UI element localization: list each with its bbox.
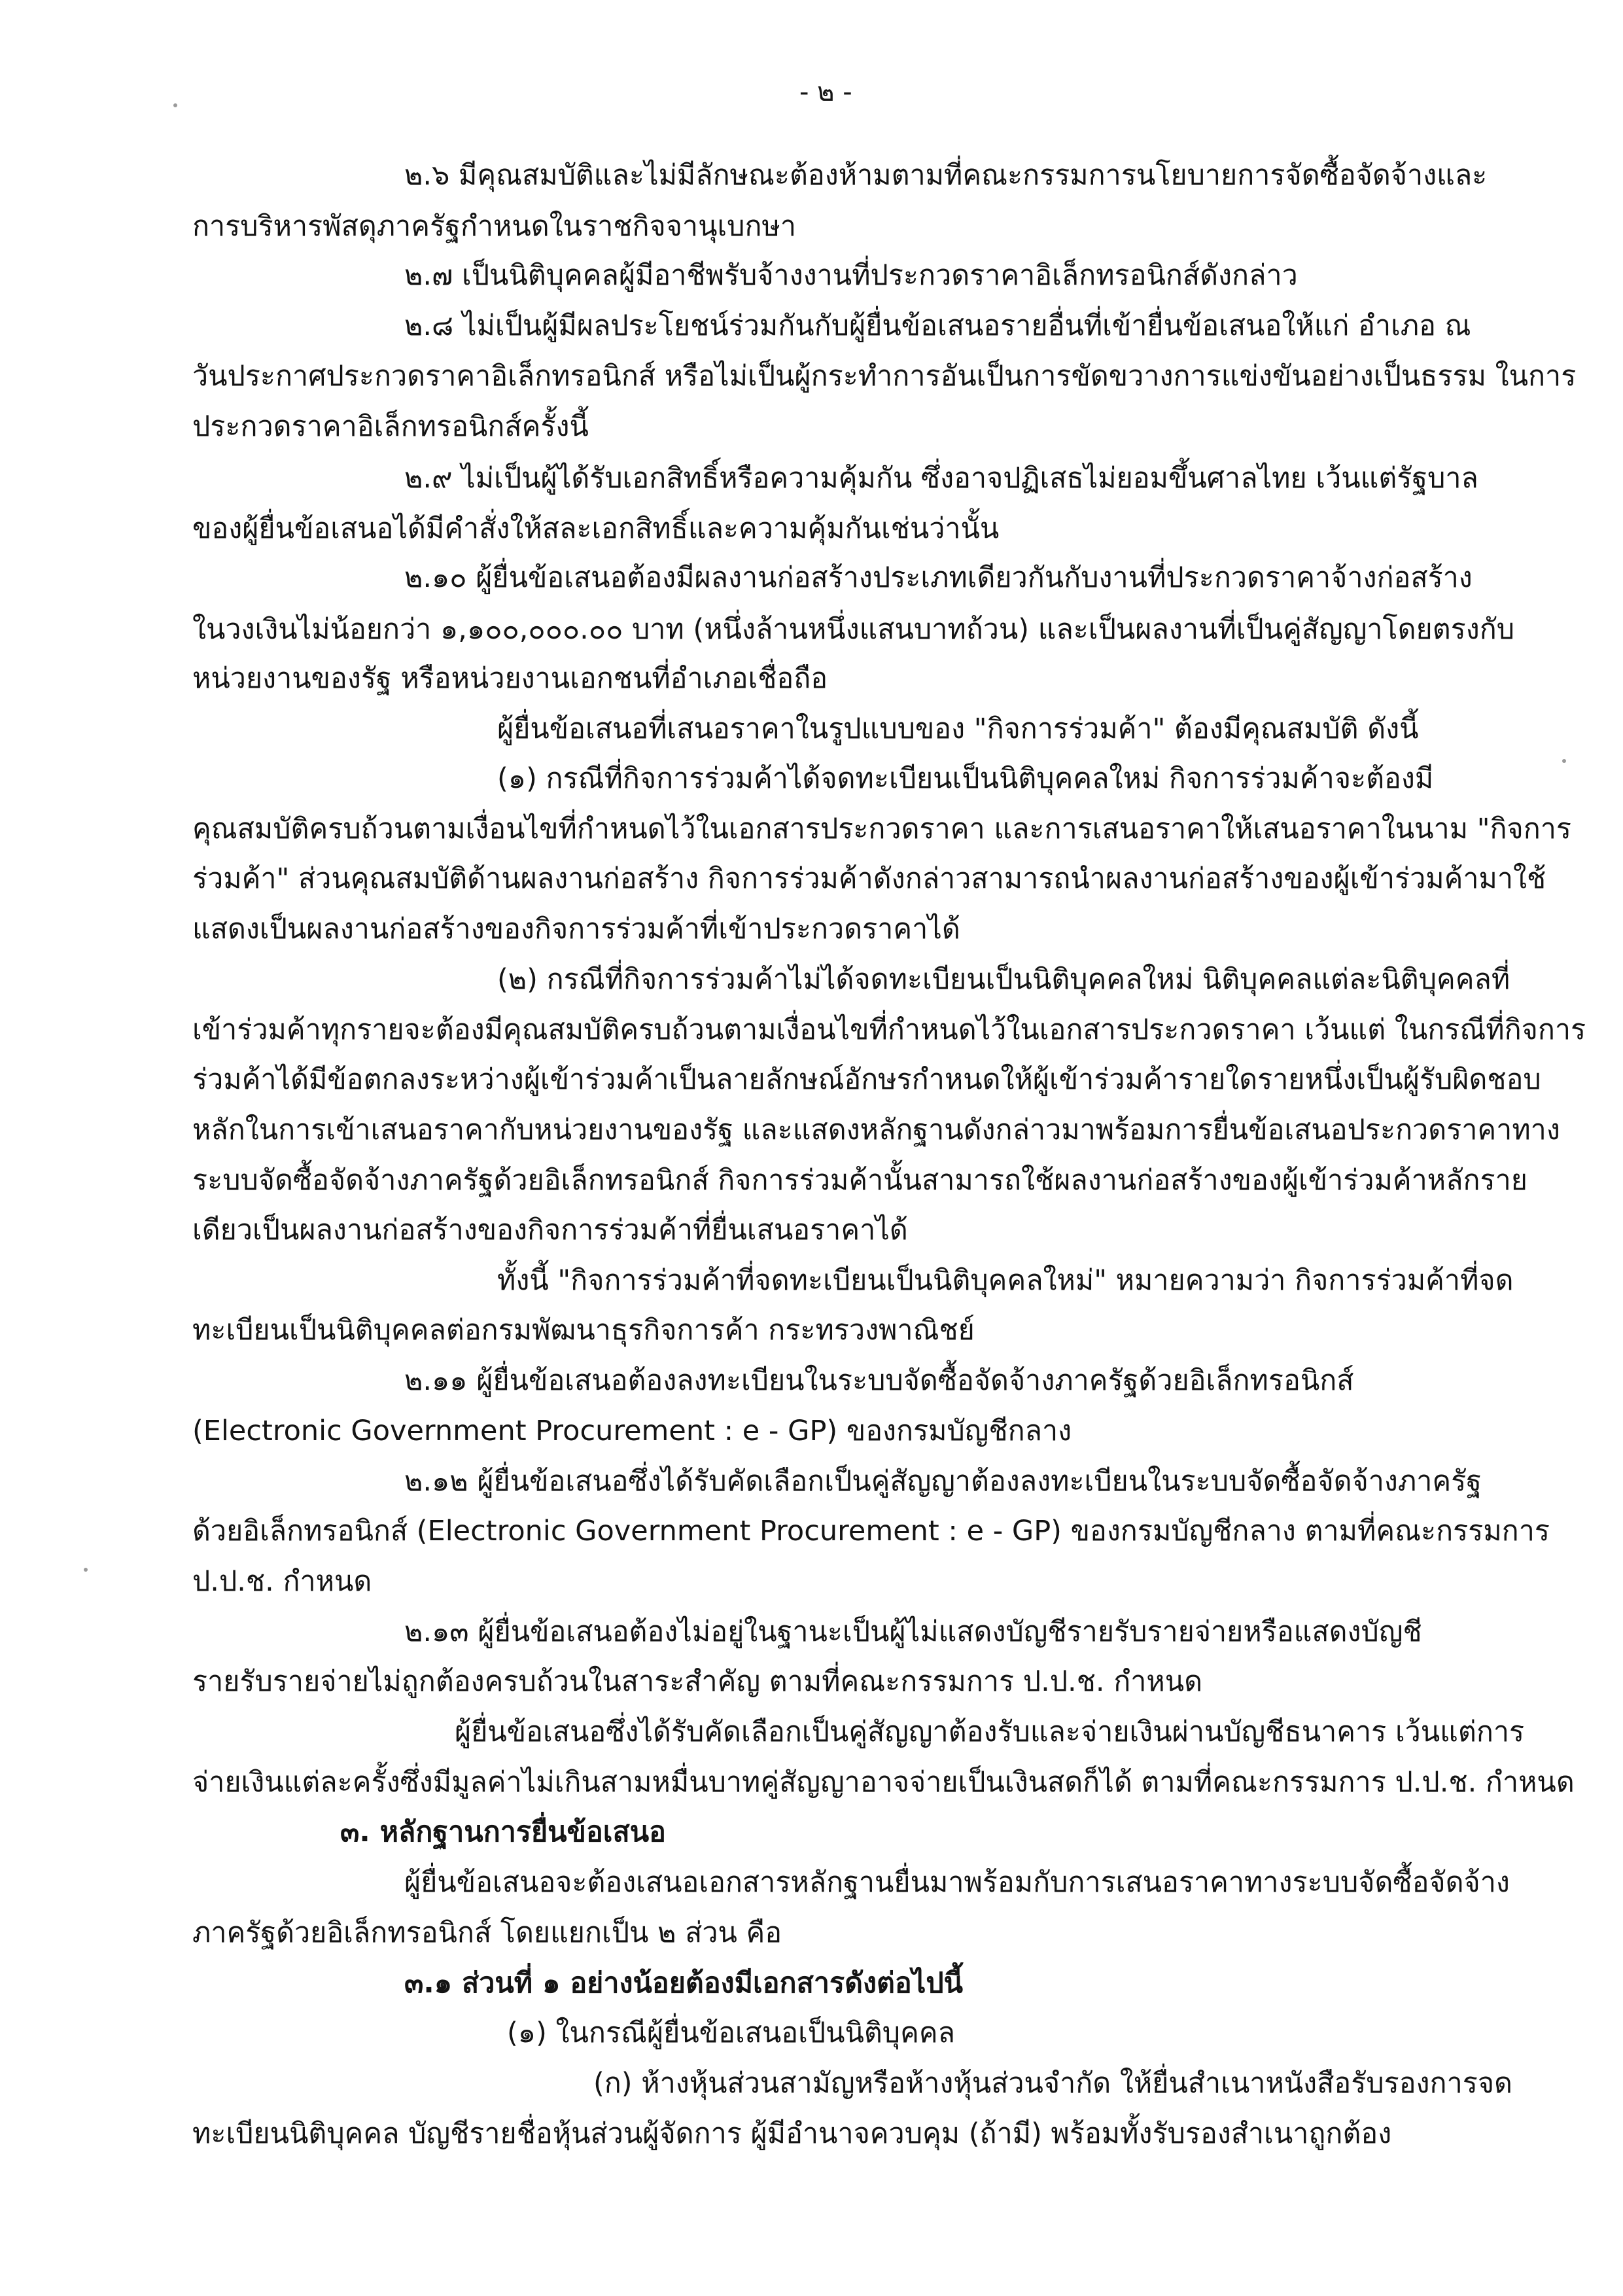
line-2-8-cont2: ประกวดราคาอิเล็กทรอนิกส์ครั้งนี้ — [192, 410, 589, 443]
line-jv-item-2-cont2: ร่วมค้าได้มีข้อตกลงระหว่างผู้เข้าร่วมค้าเป็นลายลักษณ์อักษรกำหนดให้ผู้เข้าร่วมค้ารายใดรายหนึ่งเป็นผู้รับผิดชอบ — [192, 1063, 1541, 1096]
line-3-1-item-1: (๑) ในกรณีผู้ยื่นข้อเสนอเป็นนิติบุคคล — [507, 2017, 955, 2049]
line-2-8-cont1: วันประกาศประกวดราคาอิเล็กทรอนิกส์ หรือไม่เป็นผู้กระทำการอันเป็นการขัดขวางการแข่งขันอย่างเป็นธรรม ในการ — [192, 360, 1577, 393]
line-section-3-intro: ผู้ยื่นข้อเสนอจะต้องเสนอเอกสารหลักฐานยื่นมาพร้อมกับการเสนอราคาทางระบบจัดซื้อจัดจ้าง — [404, 1866, 1510, 1899]
line-2-7: ๒.๗ เป็นนิติบุคคลผู้มีอาชีพรับจ้างงานที่ประกวดราคาอิเล็กทรอนิกส์ดังกล่าว — [404, 259, 1298, 292]
line-2-12-cont1: ด้วยอิเล็กทรอนิกส์ (Electronic Government Procurement : e - GP) ของกรมบัญชีกลาง ตามที่คณะกรรมการ — [192, 1515, 1550, 1547]
line-bank-account: ผู้ยื่นข้อเสนอซึ่งได้รับคัดเลือกเป็นคู่สัญญาต้องรับและจ่ายเงินผ่านบัญชีธนาคาร เว้นแต่การ — [455, 1716, 1525, 1748]
line-2-11-cont: (Electronic Government Procurement : e - GP) ของกรมบัญชีกลาง — [192, 1415, 1072, 1447]
line-2-6: ๒.๖ มีคุณสมบัติและไม่มีลักษณะต้องห้ามตามที่คณะกรรมการนโยบายการจัดซื้อจัดจ้างและ — [404, 159, 1488, 192]
line-jv-item-2-cont5: เดียวเป็นผลงานก่อสร้างของกิจการร่วมค้าที่ยื่นเสนอราคาได้ — [192, 1214, 908, 1246]
scan-speck — [84, 1568, 88, 1572]
line-2-8: ๒.๘ ไม่เป็นผู้มีผลประโยชน์ร่วมกันกับผู้ยื่นข้อเสนอรายอื่นที่เข้ายื่นข้อเสนอให้แก่ อำเภอ ณ — [404, 309, 1471, 342]
line-3-1-item-1-a-cont: ทะเบียนนิติบุคคล บัญชีรายชื่อหุ้นส่วนผู้จัดการ ผู้มีอำนาจควบคุม (ถ้ามี) พร้อมทั้งรับรองสำเนาถูกต้อง — [192, 2117, 1392, 2150]
line-2-13-cont: รายรับรายจ่ายไม่ถูกต้องครบถ้วนในสาระสำคัญ ตามที่คณะกรรมการ ป.ป.ช. กำหนด — [192, 1665, 1203, 1698]
line-2-12: ๒.๑๒ ผู้ยื่นข้อเสนอซึ่งได้รับคัดเลือกเป็นคู่สัญญาต้องลงทะเบียนในระบบจัดซื้อจัดจ้างภาครัฐ — [404, 1465, 1482, 1498]
line-jv-item-1-cont1: คุณสมบัติครบถ้วนตามเงื่อนไขที่กำหนดไว้ในเอกสารประกวดราคา และการเสนอราคาให้เสนอราคาในนาม "กิจการ — [192, 813, 1571, 845]
line-jv-item-2-cont4: ระบบจัดซื้อจัดจ้างภาครัฐด้วยอิเล็กทรอนิกส์ กิจการร่วมค้านั้นสามารถใช้ผลงานก่อสร้างของผู้เข้าร่วมค้าหลักราย — [192, 1164, 1527, 1197]
section-3-1-heading: ๓.๑ ส่วนที่ ๑ อย่างน้อยต้องมีเอกสารดังต่อไปนี้ — [404, 1967, 964, 2000]
scan-speck — [173, 103, 177, 107]
line-jv-item-2-cont3: หลักในการเข้าเสนอราคากับหน่วยงานของรัฐ และแสดงหลักฐานดังกล่าวมาพร้อมการยื่นข้อเสนอประกวดราคาทาง — [192, 1114, 1560, 1146]
line-section-3-intro-cont: ภาครัฐด้วยอิเล็กทรอนิกส์ โดยแยกเป็น ๒ ส่วน คือ — [192, 1916, 782, 1949]
line-2-10-cont1: ในวงเงินไม่น้อยกว่า ๑,๑๐๐,๐๐๐.๐๐ บาท (หนึ่งล้านหนึ่งแสนบาทถ้วน) และเป็นผลงานที่เป็นคู่สัญญาโดยตรงกับ — [192, 613, 1515, 646]
line-3-1-item-1-a: (ก) ห้างหุ้นส่วนสามัญหรือห้างหุ้นส่วนจำกัด ให้ยื่นสำเนาหนังสือรับรองการจด — [593, 2067, 1512, 2100]
line-jv-item-2: (๒) กรณีที่กิจการร่วมค้าไม่ได้จดทะเบียนเป็นนิติบุคคลใหม่ นิติบุคคลแต่ละนิติบุคคลที่ — [497, 963, 1510, 996]
line-2-11: ๒.๑๑ ผู้ยื่นข้อเสนอต้องลงทะเบียนในระบบจัดซื้อจัดจ้างภาครัฐด้วยอิเล็กทรอนิกส์ — [404, 1364, 1354, 1397]
page-number: - ๒ - — [799, 77, 852, 107]
line-joint-venture-intro: ผู้ยื่นข้อเสนอที่เสนอราคาในรูปแบบของ "กิจการร่วมค้า" ต้องมีคุณสมบัติ ดังนี้ — [497, 713, 1419, 745]
line-bank-account-cont: จ่ายเงินแต่ละครั้งซึ่งมีมูลค่าไม่เกินสามหมื่นบาทคู่สัญญาอาจจ่ายเป็นเงินสดก็ได้ ตามที่คณะกรรมการ ป.ป.ช. กำหนด — [192, 1766, 1575, 1799]
line-jv-item-1-cont3: แสดงเป็นผลงานก่อสร้างของกิจการร่วมค้าที่เข้าประกวดราคาได้ — [192, 913, 960, 945]
line-2-9-cont: ของผู้ยื่นข้อเสนอได้มีคำสั่งให้สละเอกสิทธิ์และความคุ้มกันเช่นว่านั้น — [192, 512, 1000, 545]
line-2-13: ๒.๑๓ ผู้ยื่นข้อเสนอต้องไม่อยู่ในฐานะเป็นผู้ไม่แสดงบัญชีรายรับรายจ่ายหรือแสดงบัญชี — [404, 1616, 1422, 1648]
line-2-10: ๒.๑๐ ผู้ยื่นข้อเสนอต้องมีผลงานก่อสร้างประเภทเดียวกันกับงานที่ประกวดราคาจ้างก่อสร้าง — [404, 561, 1473, 594]
line-2-10-cont2: หน่วยงานของรัฐ หรือหน่วยงานเอกชนที่อำเภอเชื่อถือ — [192, 662, 828, 695]
section-3-heading: ๓. หลักฐานการยื่นข้อเสนอ — [340, 1816, 666, 1848]
scan-speck — [1562, 759, 1566, 763]
line-jv-item-2-cont1: เข้าร่วมค้าทุกรายจะต้องมีคุณสมบัติครบถ้วนตามเงื่อนไขที่กำหนดไว้ในเอกสารประกวดราคา เว้นแต่ ในกรณีที่กิจการ — [192, 1014, 1586, 1046]
line-jv-definition: ทั้งนี้ "กิจการร่วมค้าที่จดทะเบียนเป็นนิติบุคคลใหม่" หมายความว่า กิจการร่วมค้าที่จด — [497, 1264, 1514, 1297]
line-jv-item-1: (๑) กรณีที่กิจการร่วมค้าได้จดทะเบียนเป็นนิติบุคคลใหม่ กิจการร่วมค้าจะต้องมี — [497, 762, 1434, 795]
line-2-9: ๒.๙ ไม่เป็นผู้ได้รับเอกสิทธิ์หรือความคุ้มกัน ซึ่งอาจปฏิเสธไม่ยอมขึ้นศาลไทย เว้นแต่รัฐบาล — [404, 462, 1478, 495]
line-2-12-cont2: ป.ป.ช. กำหนด — [192, 1565, 372, 1598]
line-jv-item-1-cont2: ร่วมค้า" ส่วนคุณสมบัติด้านผลงานก่อสร้าง กิจการร่วมค้าดังกล่าวสามารถนำผลงานก่อสร้างของผู้เข้าร่วมค้ามาใช้ — [192, 862, 1546, 895]
line-jv-definition-cont: ทะเบียนเป็นนิติบุคคลต่อกรมพัฒนาธุรกิจการค้า กระทรวงพาณิชย์ — [192, 1314, 975, 1347]
line-2-6-cont: การบริหารพัสดุภาครัฐกำหนดในราชกิจจานุเบกษา — [192, 210, 796, 243]
